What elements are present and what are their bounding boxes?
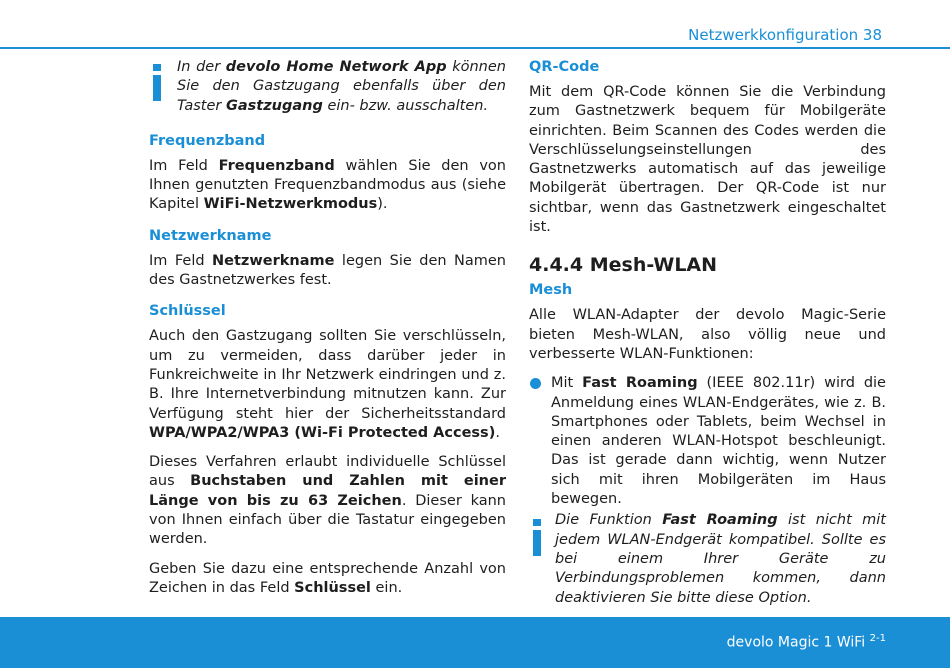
- page-header-title: Netzwerkkonfiguration 38: [688, 26, 882, 44]
- info-note-fast-roaming: Die Funktion Fast Roaming ist nicht mit jedem WLAN-Endgerät kompatibel. Sollte es bei einem Ihrer Geräte zu Verbindungsproblemen kommen, dann deaktivieren Sie bitte diese Option.: [555, 511, 886, 607]
- paragraph-frequenzband: Im Feld Frequenzband wählen Sie den von Ihnen genutzten Frequenzbandmodus aus (siehe Kapitel WiFi-Netzwerkmodus).: [149, 157, 506, 213]
- paragraph-qr-code: Mit dem QR-Code können Sie die Verbindung zum Gastnetzwerk bequem für Mobilgeräte einrichten. Beim Scannen des Codes werden die Verschlüsselungseinstellungen des Gastnetzwerks automatisch auf das jeweilige Mobilgerät übertragen. Der QR-Code ist nur sichtbar, wenn das Gastnetzwerk eingeschaltet ist.: [529, 84, 886, 236]
- paragraph-mesh-intro: Alle WLAN-Adapter der devolo Magic-Serie bieten Mesh-WLAN, also völlig neue und verbesserte WLAN-Funktionen:: [529, 307, 886, 362]
- paragraph-schluessel-2: Dieses Verfahren erlaubt individuelle Schlüssel aus Buchstaben und Zahlen mit einer Länge von bis zu 63 Zeichen. Dieser kann von Ihnen einfach über die Tastatur eingegeben werden.: [149, 454, 506, 548]
- subheading-netzwerkname: Netzwerkname: [149, 227, 272, 244]
- bullet-dot: [530, 378, 541, 389]
- header-rule: [0, 47, 950, 49]
- subheading-schluessel: Schlüssel: [149, 303, 226, 320]
- right-column: [529, 58, 886, 608]
- footer-bar: [0, 617, 950, 668]
- paragraph-schluessel-3: Geben Sie dazu eine entsprechende Anzahl von Zeichen in das Feld Schlüssel ein.: [149, 560, 506, 596]
- subheading-mesh: Mesh: [529, 282, 573, 299]
- subheading-qr-code: QR-Code: [529, 59, 600, 75]
- info-note-app: In der devolo Home Network App können Sie den Gastzugang ebenfalls über den Taster Gastzugang ein- bzw. ausschalten.: [177, 58, 506, 116]
- subheading-frequenzband: Frequenzband: [149, 132, 266, 149]
- info-icon: [533, 519, 541, 556]
- bullet-fast-roaming: Mit Fast Roaming (IEEE 802.11r) wird die Anmeldung eines WLAN-Endgerätes, wie z. B. Smartphones oder Tablets, beim Wechsel in einen anderen WLAN-Hotspot beschleunigt. Das ist gerade dann wichtig, wenn Nutzer sich mit ihren Mobilgeräten im Haus bewegen.: [529, 374, 886, 509]
- footer-product-name: devolo Magic 1 WiFi $^{2-1}$: [726, 633, 886, 651]
- info-icon: [153, 64, 161, 101]
- paragraph-schluessel-1: Auch den Gastzugang sollten Sie verschlüsseln, um zu vermeiden, dass darüber jeder in Funkreichweite in Ihr Netzwerk eindringen und z. B. Ihre Internetverbindung mitnutzen kann. Zur Verfügung steht hier der Sicherheitsstandard WPA/WPA2/WPA3 (Wi-Fi Protected Access).: [149, 328, 506, 441]
- section-heading-mesh-wlan: 4.4.4 Mesh-WLAN: [529, 254, 718, 277]
- left-column: [149, 58, 506, 598]
- paragraph-netzwerkname: Im Feld Netzwerkname legen Sie den Namen des Gastnetzwerkes fest.: [149, 252, 506, 289]
